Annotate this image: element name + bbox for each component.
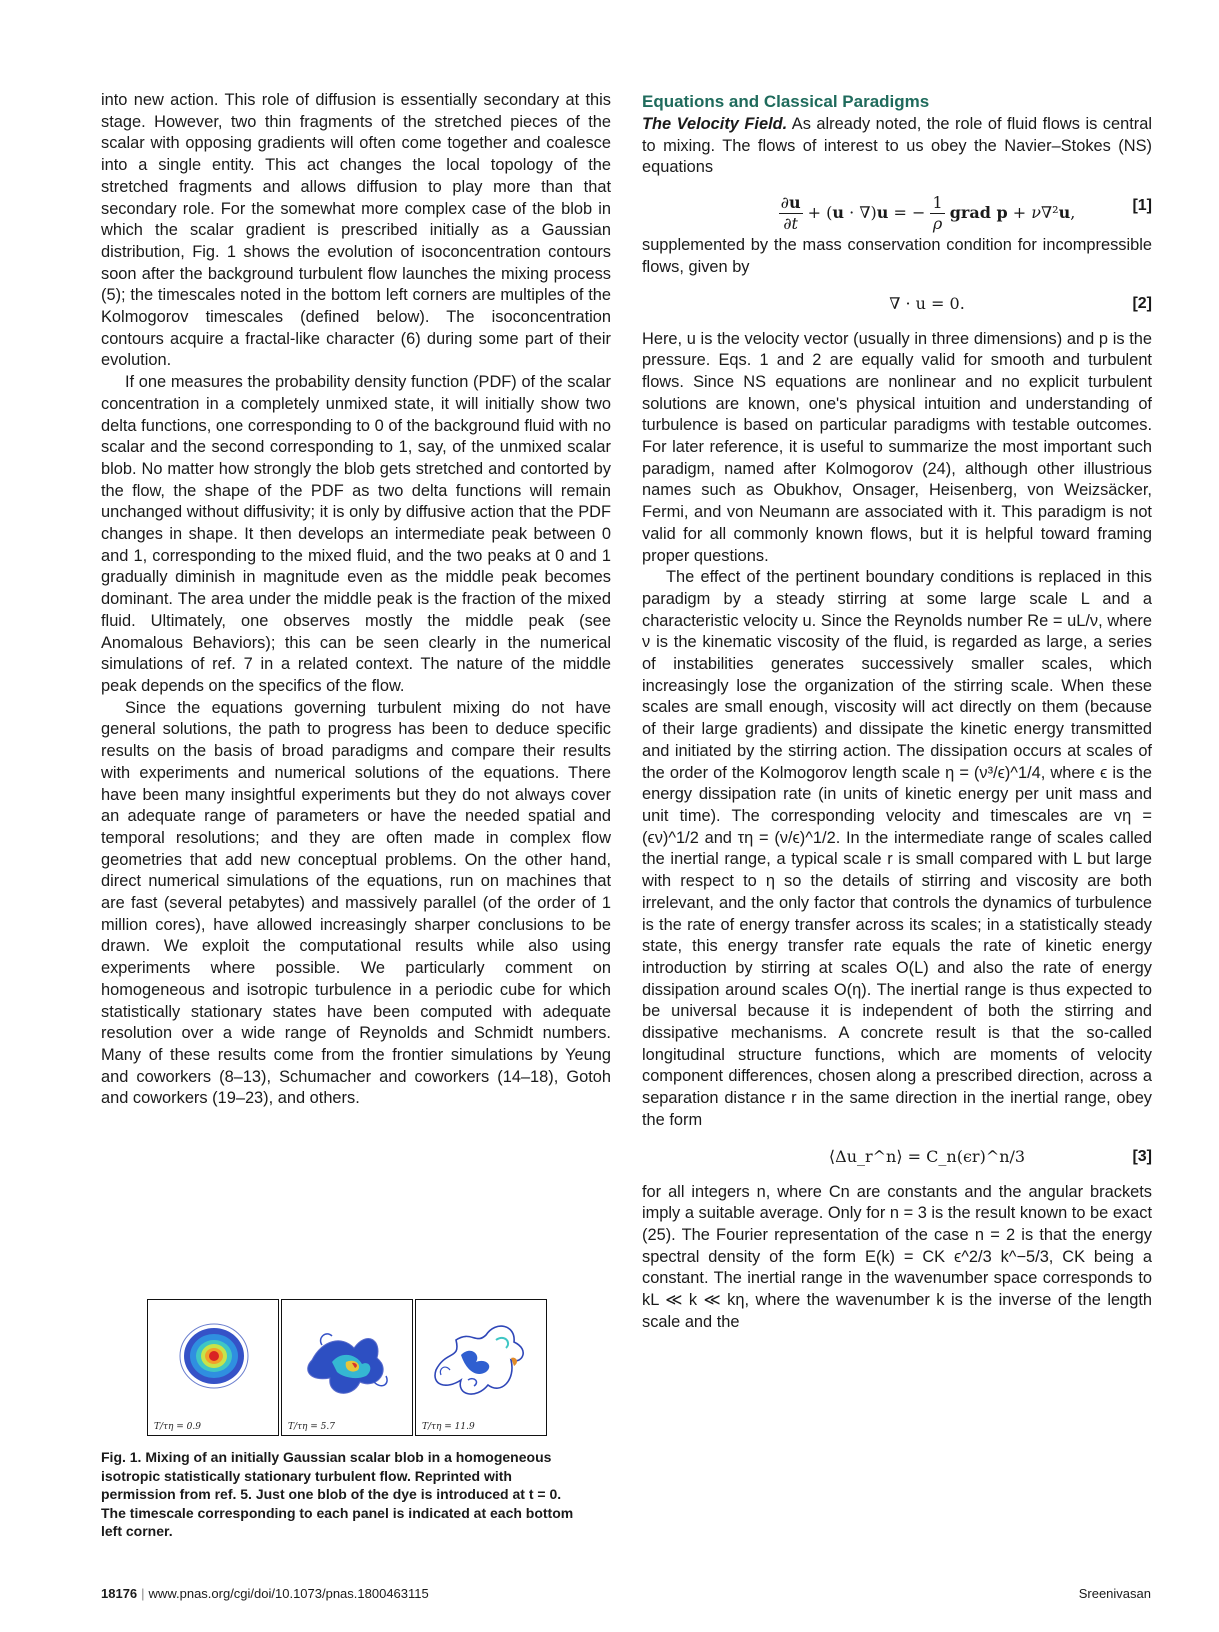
paragraph: If one measures the probability density function (PDF) of the scalar concentration in a completely unmixed state, it will initially show two delta functions, one corresponding to 0 of the background fluid with no scalar and the second corresponding to 1, say, of the unmixed scalar blob. No matter how strongly the blob gets stretched and contorted by the flow, the shape of the PDF as two delta functions will remain unchanged without diffusivity; it is only by diffusive action that the PDF changes in shape. It then develops an intermediate peak between 0 and 1, corresponding to the mixed fluid, and the two peaks at 0 and 1 gradually diminish in magnitude even as the middle peak becomes dominant. The area under the middle peak is the fraction of the mixed fluid. Ultimately, one observes mostly the middle peak (see Anomalous Behaviors); this can be seen clearly in the numerical simulations of ref. 7 in a related context. The nature of the middle peak depends on the specifics of the flow. [101, 373, 611, 695]
figure-panel-3 [415, 1299, 547, 1436]
panel-time-label: T/τη = 5.7 [288, 1422, 335, 1432]
equation-number: [2] [1132, 294, 1152, 312]
paragraph: Since the equations governing turbulent mixing do not have general solutions, the path to progress has been to deduce specific results on the basis of broad paradigms and compare their results with experiments and numerical solutions of the equations. There have been many insightful experiments but they do not always cover an adequate range of parameters or have the needed spatial and temporal resolutions; and they are often made in complex flow geometries that add new conceptual problems. On the other hand, direct numerical simulations of the equations, run on machines that are fast (several petabytes) and massively parallel (of the order of 1 million cores), have allowed increasingly sharper conclusions to be drawn. We exploit the computational results while also using experiments where possible. We particularly comment on homogeneous and isotropic turbulence in a periodic cube for which statistically stationary states have been computed with adequate resolution over a wide range of Reynolds and Schmidt numbers. Many of these results come from the frontier simulations by Yeung and coworkers (8–13), Schumacher and coworkers (14–18), Gotoh and coworkers (19–23), and others. [101, 698, 611, 1108]
paragraph: for all integers n, where Cn are constants and the angular brackets imply a suitable average. Only for n = 3 is the result known to be exact (25). The Fourier representation of the case n = 2 is that the energy spectral density of the form E(k) = CK ϵ^2/3 k^−5/3, CK being a constant. The inertial range in the wavenumber space corresponds to kL ≪ k ≪ kη, where the wavenumber k is the inverse of the length scale and the [642, 1182, 1152, 1331]
equation-number: [1] [1132, 197, 1152, 215]
footer-left [101, 1586, 429, 1601]
scalar-blob-image [148, 1300, 278, 1435]
equation-3 [642, 1132, 1152, 1182]
page-number: 18176 [101, 1586, 138, 1601]
panel-time-label: T/τη = 0.9 [154, 1422, 201, 1432]
right-column [642, 90, 1152, 1333]
figure-panel-2 [281, 1299, 413, 1436]
figure-caption: Fig. 1. Mixing of an initially Gaussian scalar blob in a homogeneous isotropic statistically stationary turbulent flow. Reprinted with permission from ref. 5. Just one blob of the dye is introduced at t = 0. The timescale corresponding to each panel is indicated at each bottom left corner. [101, 1449, 574, 1539]
footer-author: Sreenivasan [1078, 1586, 1151, 1601]
equation-formula: ⟨Δu_r^n⟩ = C_n(ϵr)^n/3 [828, 1146, 1026, 1166]
equation-formula: ∇ · u = 0. [889, 293, 965, 313]
figure-1 [147, 1299, 567, 1436]
equation-2 [642, 279, 1152, 329]
equation-1 [642, 179, 1152, 235]
paragraph: Here, u is the velocity vector (usually in three dimensions) and p is the pressure. Eqs. 1 and 2 are equally valid for smooth and turbulent flows. Since NS equations are nonlinear and no explicit turbulent solutions are known, one's physical intuition and understanding of turbulence is based on particular paradigms with testable outcomes. For later reference, it is useful to summarize the most important such paradigm, named after Kolmogorov (24), although other illustrious names such as Obukhov, Onsager, Heisenberg, von Weizsäcker, Fermi, and von Neumann are associated with it. This paradigm is not valid for all commonly known flows, but it is helpful toward framing proper questions. [642, 329, 1152, 565]
runin-heading: The Velocity Field. [642, 115, 788, 133]
equation-number: [3] [1132, 1147, 1152, 1165]
equation-formula: $\frac{\partial u}{\partial t}$ + (u · ∇)u = − $\frac{1}{\rho}$ grad p + ν∇²u, [780, 193, 1076, 234]
paragraph: The effect of the pertinent boundary conditions is replaced in this paradigm by a steady stirring at some large scale L and a characteristic velocity u. Since the Reynolds number Re = uL/ν, where ν is the kinematic viscosity of the fluid, is regarded as large, a series of instabilities generates successively smaller scales, which increasingly lose the organization of the stirring scale. When these scales are small enough, viscosity will act directly on them (because of their large gradients) and dissipate the kinetic energy transmitted and initiated by the stirring action. The dissipation occurs at scales of the order of the Kolmogorov length scale η = (ν³/ϵ)^1/4, where ϵ is the energy dissipation rate (in units of kinetic energy per unit mass and unit time). The corresponding velocity and timescales are vη = (ϵν)^1/2 and τη = (ν/ϵ)^1/2. In the intermediate range of scales called the inertial range, a typical scale r is small compared with L but large with respect to η so the details of stirring and viscosity are both irrelevant, and the only factor that controls the dynamics of turbulence is the rate of energy transfer across its scales; in a statistically steady state, this energy transfer rate equals the rate of kinetic energy introduction by stirring at scales O(L) and also the rate of energy dissipation around scales O(η). The inertial range is thus expected to be universal because it is independent of both the stirring and dissipative mechanisms. A concrete result is that the so-called longitudinal structure functions, which are moments of velocity component differences, chosen along a prescribed direction, across a separation distance r in the same direction in the inertial range, obey the form [642, 568, 1152, 1129]
section-title: Equations and Classical Paradigms [642, 92, 930, 111]
left-column [101, 90, 611, 1110]
figure-panel-1 [147, 1299, 279, 1436]
scalar-blob-image [282, 1300, 412, 1435]
paragraph [642, 114, 1152, 179]
panel-time-label: T/τη = 11.9 [422, 1422, 475, 1432]
paragraph: supplemented by the mass conservation condition for incompressible flows, given by [642, 236, 1152, 276]
doi-link[interactable]: www.pnas.org/cgi/doi/10.1073/pnas.1800463115 [148, 1586, 429, 1601]
footer-separator: | [141, 1586, 145, 1601]
paragraph: into new action. This role of diffusion is essentially secondary at this stage. However, two thin fragments of the stretched pieces of the scalar with opposing gradients will often come together and coalesce into a single entity. This act changes the local topology of the stretched fragments and allows diffusion to play more than that secondary role. For the somewhat more complex case of the blob in which the scalar gradient is prescribed initially as a Gaussian distribution, Fig. 1 shows the evolution of isoconcentration contours soon after the background turbulent flow launches the mixing process (5); the timescales noted in the bottom left corners are multiples of the Kolmogorov timescales (defined below). The isoconcentration contours acquire a fractal-like character (6) during some part of their evolution. [101, 91, 611, 370]
paragraph-text: As already noted, the role of fluid flows is central to mixing. The flows of interest to us obey the Navier–Stokes (NS) equations [642, 115, 1152, 177]
scalar-blob-image [416, 1300, 546, 1435]
